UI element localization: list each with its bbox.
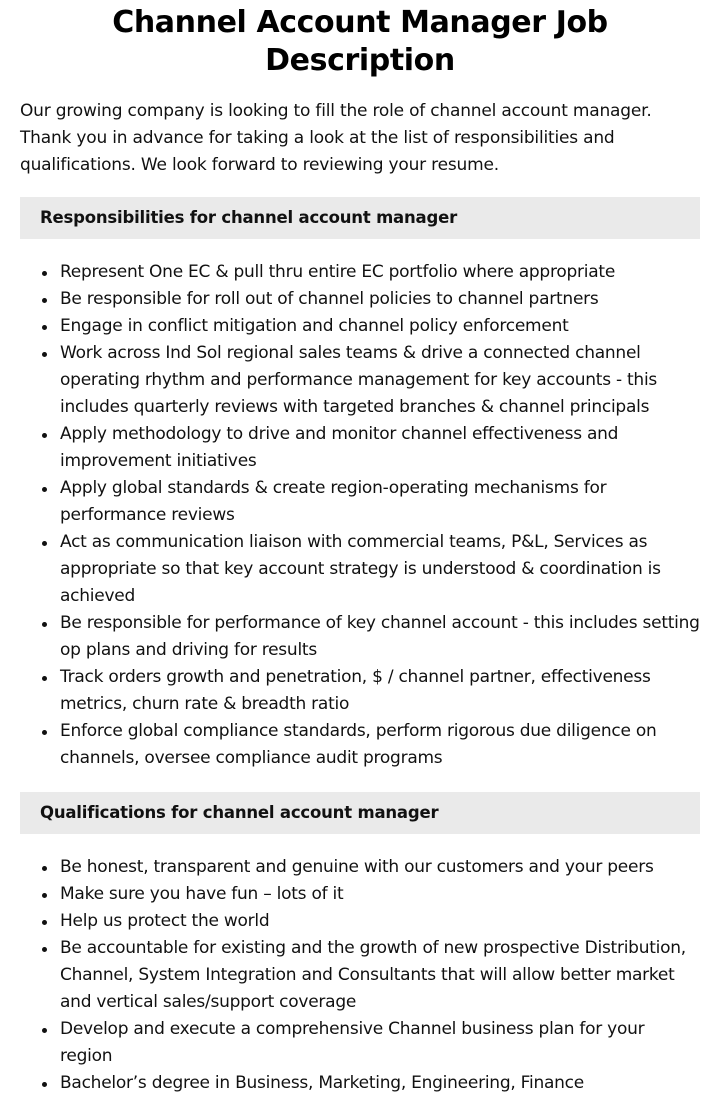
responsibilities-list bbox=[20, 259, 700, 772]
list-item: Develop and execute a comprehensive Channel business plan for your region bbox=[60, 1016, 700, 1070]
list-item: Act as communication liaison with commercial teams, P&L, Services as appropriate so that key account strategy is understood & coordination is achieved bbox=[60, 529, 700, 610]
qualifications-heading: Qualifications for channel account manager bbox=[20, 792, 700, 834]
list-item: Bachelor’s degree in Business, Marketing, Engineering, Finance bbox=[60, 1070, 700, 1097]
qualifications-list bbox=[20, 854, 700, 1097]
list-item: Enforce global compliance standards, perform rigorous due diligence on channels, oversee compliance audit programs bbox=[60, 718, 700, 772]
list-item: Work across Ind Sol regional sales teams & drive a connected channel operating rhythm and performance management for key accounts - this includes quarterly reviews with targeted branches & channel principals bbox=[60, 340, 700, 421]
list-item: Apply global standards & create region-operating mechanisms for performance reviews bbox=[60, 475, 700, 529]
page-title: Channel Account Manager Job Description bbox=[112, 5, 608, 78]
list-item: Be honest, transparent and genuine with our customers and your peers bbox=[60, 854, 700, 881]
list-item: Represent One EC & pull thru entire EC portfolio where appropriate bbox=[60, 259, 700, 286]
list-item: Make sure you have fun – lots of it bbox=[60, 881, 700, 908]
list-item: Help us protect the world bbox=[60, 908, 700, 935]
list-item: Be responsible for performance of key channel account - this includes setting op plans and driving for results bbox=[60, 610, 700, 664]
list-item: Be responsible for roll out of channel policies to channel partners bbox=[60, 286, 700, 313]
list-item: Track orders growth and penetration, $ / channel partner, effectiveness metrics, churn rate & breadth ratio bbox=[60, 664, 700, 718]
intro-paragraph: Our growing company is looking to fill the role of channel account manager. Thank you in advance for taking a look at the list of responsibilities and qualifications. We look forward to reviewing your resume. bbox=[20, 101, 652, 175]
responsibilities-heading: Responsibilities for channel account manager bbox=[20, 197, 700, 239]
list-item: Engage in conflict mitigation and channel policy enforcement bbox=[60, 313, 700, 340]
list-item: Be accountable for existing and the growth of new prospective Distribution, Channel, System Integration and Consultants that will allow better market and vertical sales/support coverage bbox=[60, 935, 700, 1016]
list-item: Apply methodology to drive and monitor channel effectiveness and improvement initiatives bbox=[60, 421, 700, 475]
